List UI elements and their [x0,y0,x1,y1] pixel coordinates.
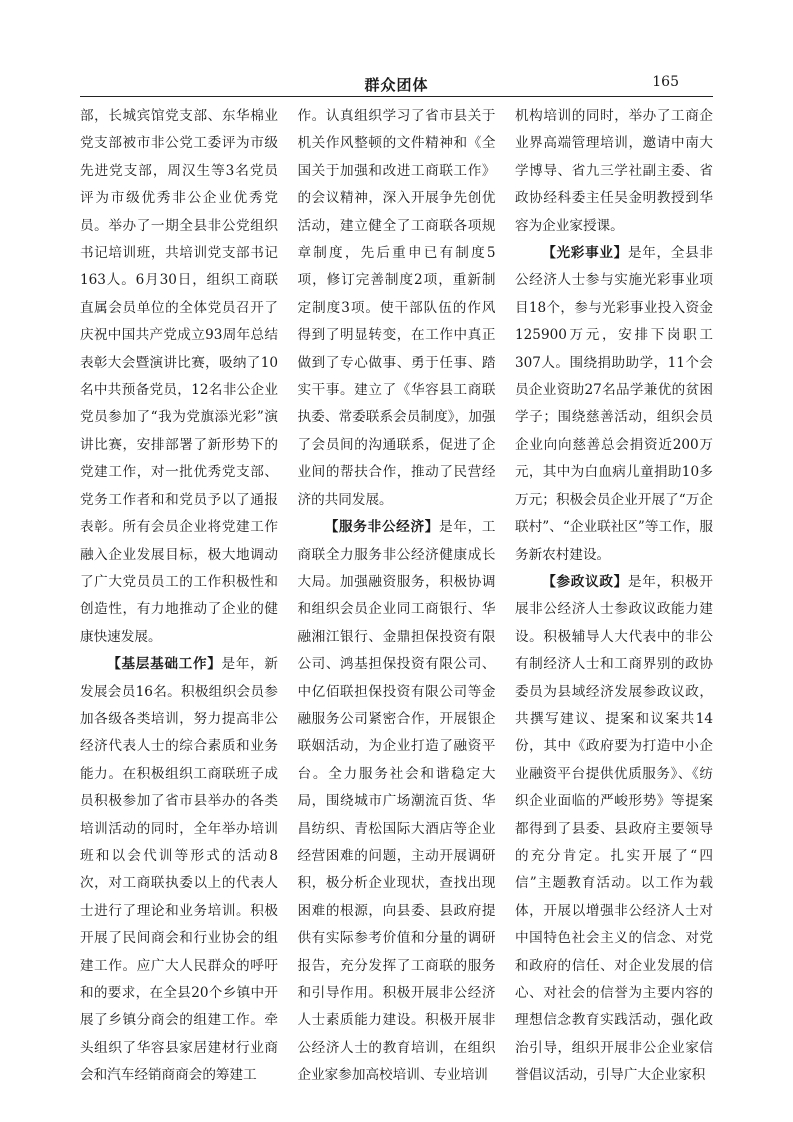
header-rule [80,96,713,97]
paragraph [515,569,713,1090]
paragraph [515,103,713,240]
running-header [80,70,713,98]
section-title: 群众团体 [364,76,429,94]
column-3 [515,103,714,1084]
column-2 [297,103,496,1084]
paragraph [298,103,496,514]
paragraph-text: 是年，工商联全力服务非公经济健康成长大局。加强融资服务，积极协调和组织会员企业同工商银行、华融湘江银行、金鼎担保投资有限公司、鸿基担保投资有限公司、中亿佰联担保投资有限公司等金融服务公司紧密合作，开展银企联姻活动，为企业打造了融资平台。全力服务社会和谐稳定大局，围绕城市广场潮流百货、华昌纺织、青松国际大酒店等企业经营困难的问题，主动开展调研积，极分析企业现状，查找出现困难的根源，向县委、县政府提供有实际参考价值和分量的调研报告，充分发挥了工商联的服务和引导作用。积极开展非公经济人士素质能力建设。积极开展非公经济人士的教育培训，在组织企业家参加高校培训、专业培训 [297,519,496,1084]
text-columns [80,103,714,1084]
paragraph-title: 【基层基础工作】 [107,656,222,673]
paragraph-text: 是年，积极开展非公经济人士参政议政能力建设。积极辅导人大代表中的非公有制经济人士和工商界别的政协委员为县域经济发展参政议政，共撰写建议、提案和议案共14份，其中《政府要为打造中小企业融资平台提供优质服务》、《纺织企业面临的严峻形势》等提案都得到了县委、县政府主要领导的充分肯定。扎实开展了“四信”主题教育活动。以工作为载体，开展以增强非公经济人士对中国特色社会主义的信念、对党和政府的信任、对企业发展的信心、对社会的信誉为主要内容的理想信念教育实践活动，强化政治引导，组织开展非公企业家信誉倡议活动，引导广大企业家积 [515,573,714,1084]
paragraph-title: 【服务非公经济】 [324,519,440,536]
paragraph [80,103,278,651]
paragraph [298,514,496,1090]
paragraph [515,240,713,569]
paragraph-title: 【光彩事业】 [542,245,628,262]
paragraph-text: 是年，新发展会员16名。积极组织会员参加各级各类培训，努力提高非公经济代表人士的综合素质和业务能力。在积极组织工商联班子成员积极参加了省市县举办的各类培训活动的同时，全年举办培训班和以会代训等形式的活动8次，对工商联执委以上的代表人士进行了理论和业务培训。积极开展了民间商会和行业协会的组建工作。应广大人民群众的呼吁和的要求，在全县20个乡镇中开展了乡镇分商会的组建工作。牵头组织了华容县家居建材行业商会和汽车经销商商会的筹建工 [80,656,279,1084]
page-number: 165 [652,74,679,90]
paragraph-text: 机构培训的同时，举办了工商企业界高端管理培训，邀请中南大学博导、省九三学社副主委、省政协经科委主任吴金明教授到华容为企业家授课。 [515,108,713,234]
paragraph [80,651,278,1090]
paragraph-text: 作。认真组织学习了省市县关于机关作风整顿的文件精神和《全国关于加强和改进工商联工作》的会议精神，深入开展争先创优活动，建立健全了工商联各项规章制度，先后重申已有制度5项，修订完善制度2项，重新制定制度3项。使干部队伍的作风得到了明显转变，在工作中真正做到了专心做事、勇于任事、踏实干事。建立了《华容县工商联执委、常委联系会员制度》，加强了会员间的沟通联系，促进了企业间的帮扶合作，推动了民营经济的共同发展。 [297,108,496,508]
paragraph-text: 是年，全县非公经济人士参与实施光彩事业项目18个，参与光彩事业投入资金125900万元，安排下岗职工307人。围绕捐助助学，11个会员企业资助27名品学兼优的贫困学子；围绕慈善活动，组织会员企业向向慈善总会捐资近200万元，其中为白血病儿童捐助10多万元；积极会员企业开展了“万企联村”、“企业联社区”等工作，服务新农村建设。 [515,245,714,563]
column-1 [80,103,279,1084]
paragraph-text: 部，长城宾馆党支部、东华棉业党支部被市非公党工委评为市级先进党支部，周汉生等3名党员评为市级优秀非公企业优秀党员。举办了一期全县非公党组织书记培训班，共培训党支部书记163人。6月30日，组织工商联直属会员单位的全体党员召开了庆祝中国共产党成立93周年总结表彰大会暨演讲比赛，吸纳了10名中共预备党员，12名非公企业党员参加了“我为党旗添光彩”演讲比赛，安排部署了新形势下的党建工作，对一批优秀党支部、党务工作者和和党员予以了通报表彰。所有会员企业将党建工作融入企业发展目标，极大地调动了广大党员员工的工作积极性和创造性，有力地推动了企业的健康快速发展。 [80,108,278,645]
paragraph-title: 【参政议政】 [542,573,628,590]
